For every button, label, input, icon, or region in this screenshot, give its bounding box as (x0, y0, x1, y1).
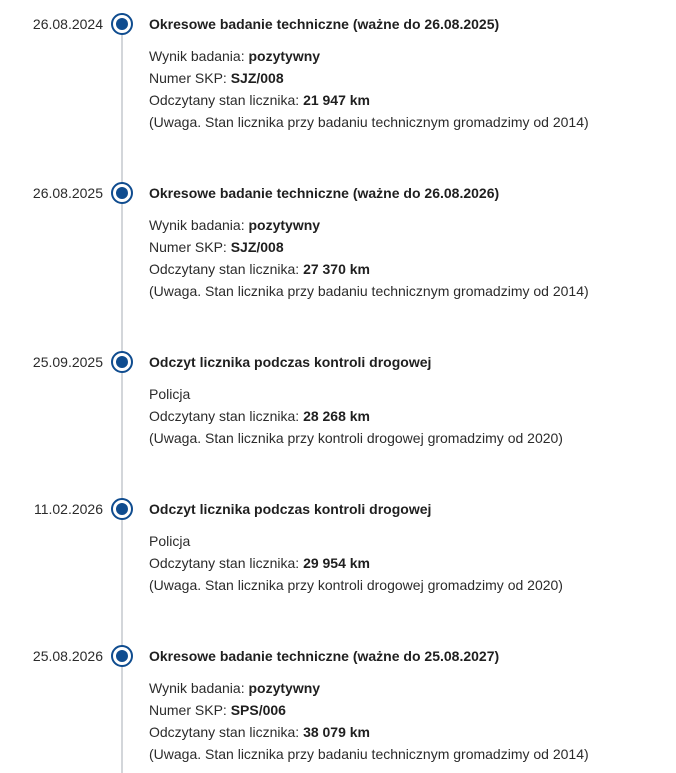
event-title: Okresowe badanie techniczne (ważne do 25.08.2027) (149, 648, 500, 664)
detail-label: Numer SKP: (149, 239, 231, 255)
detail-label: (Uwaga. Stan licznika przy kontroli drogowej gromadzimy od 2020) (149, 577, 563, 593)
event-detail-line (149, 699, 589, 721)
event-detail-line (149, 405, 563, 427)
detail-label: Numer SKP: (149, 702, 231, 718)
detail-label: Policja (149, 386, 191, 402)
event-detail-line (149, 427, 563, 449)
event-detail-line (149, 721, 589, 743)
event-detail-line (149, 89, 589, 111)
event-date: 25.08.2026 (32, 648, 103, 664)
detail-label: Numer SKP: (149, 70, 231, 86)
detail-label: Wynik badania: (149, 217, 249, 233)
detail-value: 38 079 km (303, 724, 371, 740)
event-detail-line (149, 45, 589, 67)
detail-label: (Uwaga. Stan licznika przy kontroli drogowej gromadzimy od 2020) (149, 430, 563, 446)
event-date: 25.09.2025 (32, 354, 103, 370)
event-detail-line (149, 530, 563, 552)
detail-label: Odczytany stan licznika: (149, 92, 304, 108)
detail-label: Odczytany stan licznika: (149, 408, 304, 424)
event-details (149, 677, 589, 765)
detail-value: SJZ/008 (230, 70, 284, 86)
detail-value: SJZ/008 (230, 239, 284, 255)
event-details (149, 45, 589, 133)
event-detail-line (149, 236, 589, 258)
detail-label: Odczytany stan licznika: (149, 555, 304, 571)
detail-value: SPS/006 (230, 702, 286, 718)
detail-label: Odczytany stan licznika: (149, 261, 304, 277)
detail-value: pozytywny (248, 217, 321, 233)
event-detail-line (149, 111, 589, 133)
detail-label: (Uwaga. Stan licznika przy badaniu technicznym gromadzimy od 2014) (149, 114, 589, 130)
event-detail-line (149, 743, 589, 765)
event-date: 26.08.2024 (32, 16, 103, 32)
event-detail-line (149, 280, 589, 302)
event-title: Odczyt licznika podczas kontroli drogowej (149, 354, 432, 370)
detail-value: 29 954 km (303, 555, 371, 571)
event-date: 11.02.2026 (33, 501, 103, 517)
detail-label: Odczytany stan licznika: (149, 724, 304, 740)
timeline-marker-icon (111, 351, 133, 373)
event-details (149, 530, 563, 596)
event-detail-line (149, 383, 563, 405)
event-details (149, 214, 589, 302)
event-detail-line (149, 67, 589, 89)
timeline-marker-icon (111, 498, 133, 520)
event-detail-line (149, 258, 589, 280)
detail-value: pozytywny (248, 680, 321, 696)
event-detail-line (149, 677, 589, 699)
event-title: Okresowe badanie techniczne (ważne do 26.08.2026) (149, 185, 500, 201)
event-title: Okresowe badanie techniczne (ważne do 26.08.2025) (149, 16, 500, 32)
timeline-marker-icon (111, 182, 133, 204)
event-detail-line (149, 574, 563, 596)
event-title: Odczyt licznika podczas kontroli drogowej (149, 501, 432, 517)
detail-label: Wynik badania: (149, 680, 249, 696)
detail-value: pozytywny (248, 48, 321, 64)
detail-value: 21 947 km (303, 92, 371, 108)
detail-label: (Uwaga. Stan licznika przy badaniu technicznym gromadzimy od 2014) (149, 746, 589, 762)
detail-label: Wynik badania: (149, 48, 249, 64)
event-details (149, 383, 563, 449)
timeline-marker-icon (111, 13, 133, 35)
event-date: 26.08.2025 (32, 185, 103, 201)
detail-label: Policja (149, 533, 191, 549)
detail-value: 27 370 km (303, 261, 371, 277)
event-detail-line (149, 552, 563, 574)
timeline-marker-icon (111, 645, 133, 667)
event-detail-line (149, 214, 589, 236)
detail-label: (Uwaga. Stan licznika przy badaniu technicznym gromadzimy od 2014) (149, 283, 589, 299)
detail-value: 28 268 km (303, 408, 371, 424)
